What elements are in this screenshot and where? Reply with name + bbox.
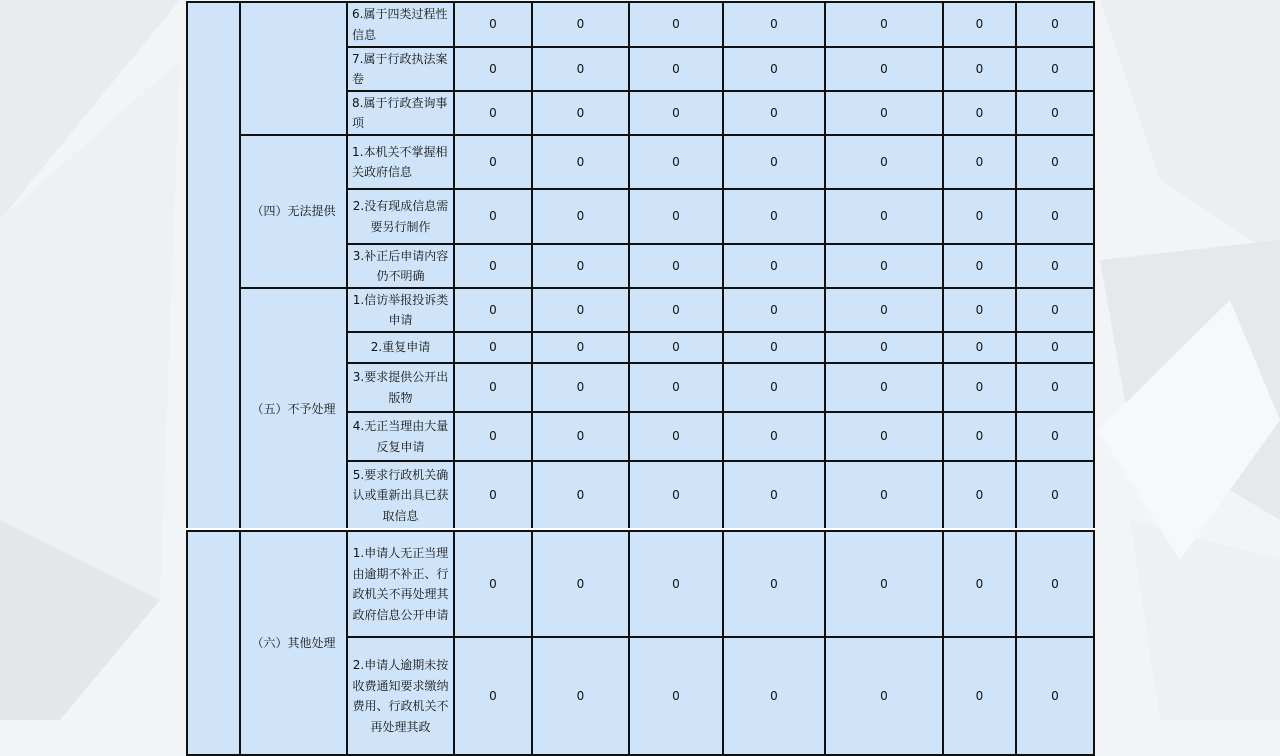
- value-cell: 0: [1016, 332, 1094, 363]
- disclosure-statistics-table-top: [186, 1, 1095, 531]
- value-cell: 0: [825, 47, 943, 91]
- value-cell: 0: [723, 91, 825, 135]
- value-cell: 0: [825, 91, 943, 135]
- value-cell: 0: [723, 363, 825, 412]
- statistics-table-sheet: [186, 0, 1096, 734]
- group-label-buyu: （五）不予处理: [240, 288, 347, 530]
- value-cell: 0: [532, 91, 629, 135]
- value-cell: 0: [532, 288, 629, 332]
- value-cell: 0: [454, 47, 532, 91]
- table-row: [187, 2, 1094, 47]
- value-cell: 0: [532, 363, 629, 412]
- value-cell: 0: [943, 461, 1016, 530]
- table-row: [187, 288, 1094, 332]
- value-cell: 0: [825, 135, 943, 189]
- group-cell: [240, 2, 347, 135]
- value-cell: 0: [629, 637, 723, 755]
- row-item-label: 7.属于行政执法案卷: [347, 47, 454, 91]
- value-cell: 0: [825, 363, 943, 412]
- outer-category-cell: [187, 531, 240, 755]
- value-cell: 0: [1016, 47, 1094, 91]
- value-cell: 0: [454, 531, 532, 637]
- value-cell: 0: [825, 332, 943, 363]
- value-cell: 0: [629, 363, 723, 412]
- value-cell: 0: [1016, 288, 1094, 332]
- value-cell: 0: [1016, 2, 1094, 47]
- value-cell: 0: [454, 288, 532, 332]
- value-cell: 0: [943, 2, 1016, 47]
- value-cell: 0: [825, 637, 943, 755]
- value-cell: 0: [723, 412, 825, 461]
- value-cell: 0: [1016, 461, 1094, 530]
- value-cell: 0: [723, 637, 825, 755]
- value-cell: 0: [532, 135, 629, 189]
- row-item-label: 3.要求提供公开出版物: [347, 363, 454, 412]
- value-cell: 0: [723, 47, 825, 91]
- value-cell: 0: [629, 531, 723, 637]
- row-item-label: 5.要求行政机关确认或重新出具已获取信息: [347, 461, 454, 530]
- value-cell: 0: [723, 332, 825, 363]
- value-cell: 0: [1016, 135, 1094, 189]
- value-cell: 0: [825, 531, 943, 637]
- value-cell: 0: [629, 91, 723, 135]
- value-cell: 0: [532, 47, 629, 91]
- value-cell: 0: [629, 332, 723, 363]
- value-cell: 0: [943, 288, 1016, 332]
- value-cell: 0: [723, 531, 825, 637]
- value-cell: 0: [454, 363, 532, 412]
- row-item-label: 6.属于四类过程性信息: [347, 2, 454, 47]
- value-cell: 0: [629, 2, 723, 47]
- value-cell: 0: [532, 332, 629, 363]
- value-cell: 0: [1016, 531, 1094, 637]
- value-cell: 0: [454, 412, 532, 461]
- value-cell: 0: [825, 412, 943, 461]
- value-cell: 0: [629, 189, 723, 244]
- value-cell: 0: [532, 189, 629, 244]
- value-cell: 0: [825, 189, 943, 244]
- table-row: [187, 135, 1094, 189]
- value-cell: 0: [1016, 244, 1094, 288]
- value-cell: 0: [723, 288, 825, 332]
- row-item-label: 3.补正后申请内容仍不明确: [347, 244, 454, 288]
- value-cell: 0: [629, 412, 723, 461]
- row-item-label: 8.属于行政查询事项: [347, 91, 454, 135]
- value-cell: 0: [1016, 363, 1094, 412]
- value-cell: 0: [454, 135, 532, 189]
- value-cell: 0: [1016, 412, 1094, 461]
- value-cell: 0: [825, 244, 943, 288]
- value-cell: 0: [943, 332, 1016, 363]
- value-cell: 0: [943, 47, 1016, 91]
- value-cell: 0: [532, 531, 629, 637]
- value-cell: 0: [532, 461, 629, 530]
- value-cell: 0: [825, 288, 943, 332]
- value-cell: 0: [1016, 189, 1094, 244]
- value-cell: 0: [943, 135, 1016, 189]
- value-cell: 0: [723, 461, 825, 530]
- value-cell: 0: [629, 288, 723, 332]
- value-cell: 0: [943, 91, 1016, 135]
- value-cell: 0: [454, 189, 532, 244]
- value-cell: 0: [943, 637, 1016, 755]
- value-cell: 0: [629, 47, 723, 91]
- value-cell: 0: [454, 2, 532, 47]
- value-cell: 0: [825, 2, 943, 47]
- group-label-wufa: （四）无法提供: [240, 135, 347, 288]
- row-item-label: 1.申请人无正当理由逾期不补正、行政机关不再处理其政府信息公开申请: [347, 531, 454, 637]
- table-row: [187, 531, 1094, 637]
- value-cell: 0: [629, 135, 723, 189]
- value-cell: 0: [454, 91, 532, 135]
- value-cell: 0: [943, 412, 1016, 461]
- value-cell: 0: [532, 412, 629, 461]
- value-cell: 0: [454, 332, 532, 363]
- outer-category-cell: [187, 2, 240, 530]
- row-item-label: 2.没有现成信息需要另行制作: [347, 189, 454, 244]
- value-cell: 0: [723, 135, 825, 189]
- value-cell: 0: [1016, 91, 1094, 135]
- value-cell: 0: [943, 363, 1016, 412]
- value-cell: 0: [629, 244, 723, 288]
- row-item-label: 1.本机关不掌握相关政府信息: [347, 135, 454, 189]
- value-cell: 0: [532, 2, 629, 47]
- value-cell: 0: [454, 461, 532, 530]
- value-cell: 0: [723, 189, 825, 244]
- value-cell: 0: [532, 637, 629, 755]
- row-item-label: 2.重复申请: [347, 332, 454, 363]
- value-cell: 0: [532, 244, 629, 288]
- disclosure-statistics-table-bottom: [186, 530, 1095, 756]
- value-cell: 0: [454, 637, 532, 755]
- row-item-label: 1.信访举报投诉类申请: [347, 288, 454, 332]
- value-cell: 0: [943, 244, 1016, 288]
- value-cell: 0: [723, 2, 825, 47]
- value-cell: 0: [1016, 637, 1094, 755]
- row-item-label: 4.无正当理由大量反复申请: [347, 412, 454, 461]
- value-cell: 0: [629, 461, 723, 530]
- value-cell: 0: [454, 244, 532, 288]
- value-cell: 0: [723, 244, 825, 288]
- group-label-qita: （六）其他处理: [240, 531, 347, 755]
- value-cell: 0: [943, 531, 1016, 637]
- row-item-label: 2.申请人逾期未按收费通知要求缴纳费用、行政机关不再处理其政: [347, 637, 454, 755]
- value-cell: 0: [943, 189, 1016, 244]
- value-cell: 0: [825, 461, 943, 530]
